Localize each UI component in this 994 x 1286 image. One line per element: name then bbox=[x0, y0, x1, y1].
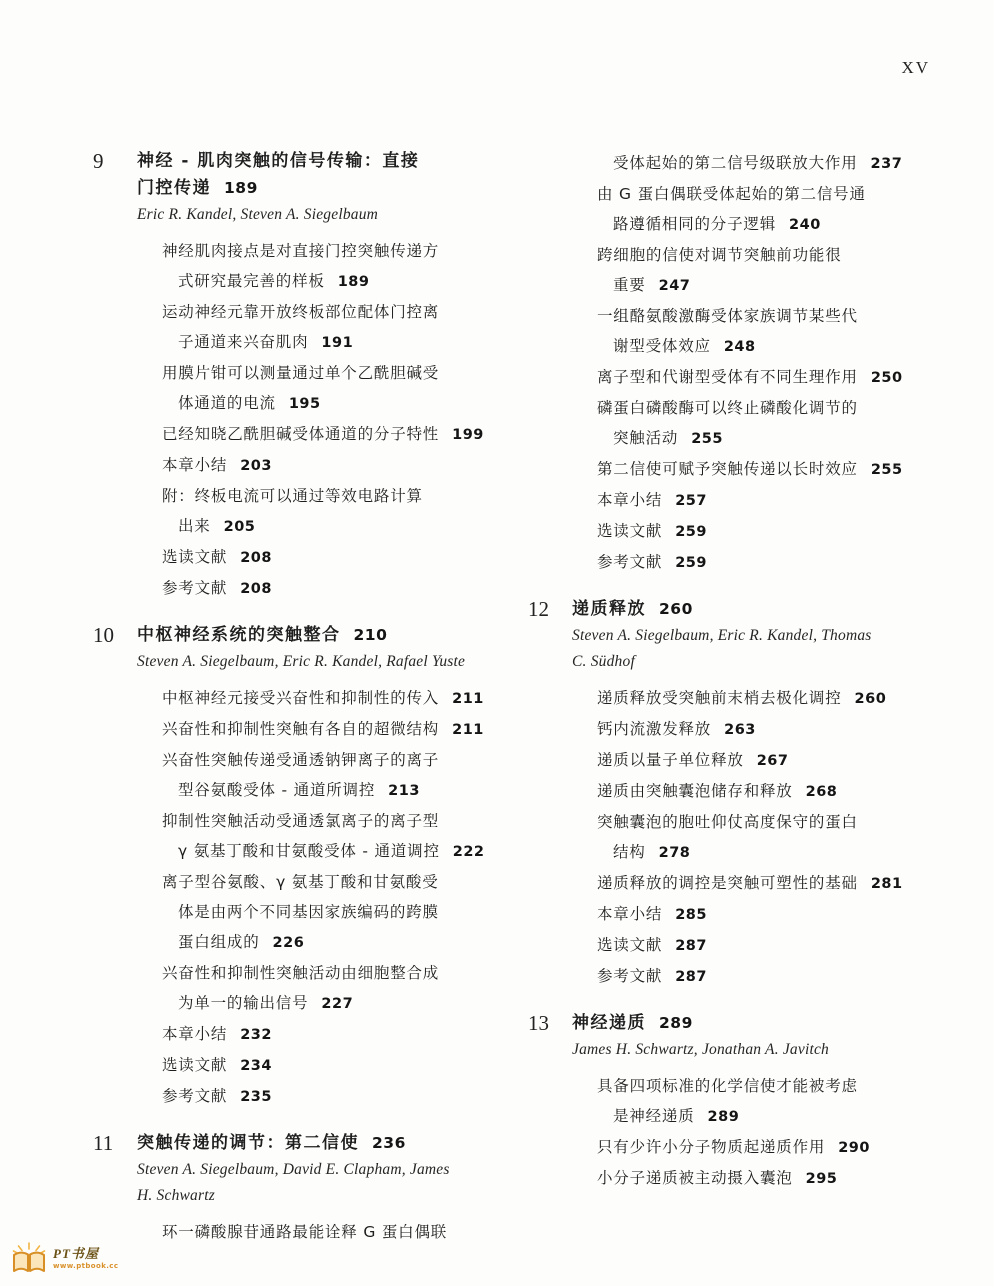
toc-entry-line bbox=[162, 358, 528, 388]
toc-entry-page: 211 bbox=[452, 722, 484, 738]
toc-entry bbox=[162, 1019, 528, 1050]
toc-entry-line bbox=[597, 485, 954, 516]
toc-entry-line bbox=[162, 1050, 528, 1081]
toc-entry-text: 型谷氨酸受体 - 通道所调控 bbox=[178, 781, 376, 799]
chapter-title-line bbox=[137, 622, 465, 649]
toc-entry-page: 227 bbox=[321, 996, 354, 1012]
toc-column-right bbox=[528, 148, 954, 1265]
toc-entry-line bbox=[162, 542, 528, 573]
toc-entry-page: 290 bbox=[838, 1140, 870, 1156]
chapter-page-number: 260 bbox=[659, 600, 693, 618]
toc-entry-text: 式研究最完善的样板 bbox=[178, 272, 325, 290]
chapter-page-number: 189 bbox=[224, 179, 258, 197]
toc-columns bbox=[93, 148, 954, 1265]
toc-entry bbox=[597, 683, 954, 714]
chapter-authors-line: Steven A. Siegelbaum, Eric R. Kandel, Thomas bbox=[572, 627, 872, 644]
chapter-number: 11 bbox=[93, 1131, 114, 1155]
toc-entry-line bbox=[597, 899, 954, 930]
toc-entry-text: 选读文献 bbox=[597, 936, 663, 954]
toc-entry bbox=[162, 450, 528, 481]
toc-entry bbox=[162, 1081, 528, 1112]
toc-entry-line bbox=[597, 683, 954, 714]
toc-entry-text: 选读文献 bbox=[162, 548, 228, 566]
chapter-title-block bbox=[572, 1010, 829, 1063]
chapter-10 bbox=[93, 622, 528, 1112]
toc-entry-line bbox=[162, 419, 528, 450]
toc-entry-line bbox=[162, 297, 528, 327]
toc-entry bbox=[162, 867, 528, 958]
toc-entry-line bbox=[597, 807, 954, 837]
toc-entry-line bbox=[597, 331, 954, 362]
chapter-title-line bbox=[572, 596, 872, 623]
toc-entry-page: 260 bbox=[854, 691, 887, 707]
chapter-page-number: 236 bbox=[372, 1134, 406, 1152]
toc-entry-line bbox=[162, 988, 528, 1019]
toc-entry-text: 路遵循相同的分子逻辑 bbox=[613, 215, 777, 233]
toc-entry-text: 递质由突触囊泡储存和释放 bbox=[597, 782, 793, 800]
toc-column-left bbox=[93, 148, 528, 1265]
chapter-title-block bbox=[137, 1130, 450, 1209]
toc-entry-line bbox=[162, 897, 528, 927]
toc-entry-page: 205 bbox=[223, 519, 256, 535]
toc-entry-text: 由 G 蛋白偶联受体起始的第二信号通 bbox=[597, 185, 866, 203]
toc-entry bbox=[597, 240, 954, 301]
toc-entry-text: 第二信使可赋予突触传递以长时效应 bbox=[597, 460, 858, 478]
toc-entry bbox=[597, 899, 954, 930]
toc-entry-page: 234 bbox=[240, 1058, 272, 1074]
toc-entry-line bbox=[597, 454, 954, 485]
toc-entry bbox=[597, 393, 954, 454]
toc-entry bbox=[597, 516, 954, 547]
toc-entry bbox=[597, 362, 954, 393]
toc-entry-text: 只有少许小分子物质起递质作用 bbox=[597, 1138, 826, 1156]
toc-entry-line bbox=[162, 745, 528, 775]
chapter-9 bbox=[93, 148, 528, 604]
toc-entry-text: 中枢神经元接受兴奋性和抑制性的传入 bbox=[162, 689, 440, 707]
chapter-title-line bbox=[572, 1010, 829, 1037]
chapter-header bbox=[93, 622, 528, 675]
toc-entry-page: 255 bbox=[691, 431, 723, 447]
chapter-title-text: 神经 - 肌肉突触的信号传输：直接 bbox=[137, 151, 420, 171]
toc-entry-page: 268 bbox=[805, 784, 838, 800]
toc-entry-page: 278 bbox=[658, 845, 691, 861]
chapter-header bbox=[528, 1010, 954, 1063]
chapter-header bbox=[93, 148, 528, 228]
chapter-title-line bbox=[137, 175, 419, 202]
toc-entry-page: 248 bbox=[723, 339, 756, 355]
watermark-url: www.ptbook.cc bbox=[53, 1262, 119, 1270]
toc-entry-text: 用膜片钳可以测量通过单个乙酰胆碱受 bbox=[162, 364, 440, 382]
chapter-authors-line: C. Südhof bbox=[572, 653, 635, 670]
toc-entry-page: 287 bbox=[675, 938, 707, 954]
toc-entry-page: 250 bbox=[870, 370, 903, 386]
toc-entry-line bbox=[597, 270, 954, 301]
toc-entry-line bbox=[597, 776, 954, 807]
toc-entry-line bbox=[597, 393, 954, 423]
toc-entry-page: 287 bbox=[675, 969, 707, 985]
toc-entry-text: 本章小结 bbox=[162, 456, 228, 474]
chapter-title-text: 门控传递 bbox=[137, 178, 211, 198]
toc-entry-text: 离子型和代谢型受体有不同生理作用 bbox=[597, 368, 858, 386]
toc-entry bbox=[597, 485, 954, 516]
toc-entry-text: 递质释放受突触前末梢去极化调控 bbox=[597, 689, 842, 707]
chapter-authors-line: James H. Schwartz, Jonathan A. Javitch bbox=[572, 1041, 829, 1058]
toc-entry bbox=[162, 714, 528, 745]
toc-entry bbox=[162, 683, 528, 714]
toc-entry-text: 兴奋性和抑制性突触活动由细胞整合成 bbox=[162, 964, 440, 982]
toc-entry-page: 267 bbox=[756, 753, 789, 769]
toc-entry bbox=[597, 301, 954, 362]
toc-entry-line bbox=[597, 837, 954, 868]
toc-entry bbox=[597, 930, 954, 961]
toc-entry-page: 263 bbox=[724, 722, 756, 738]
chapter-title-text: 中枢神经系统的突触整合 bbox=[137, 625, 341, 645]
chapter-authors-line: H. Schwartz bbox=[137, 1187, 215, 1204]
toc-entry-line bbox=[162, 511, 528, 542]
toc-entry bbox=[162, 419, 528, 450]
toc-entry-line bbox=[597, 209, 954, 240]
chapter-number: 10 bbox=[93, 623, 114, 647]
toc-entry-page: 213 bbox=[388, 783, 420, 799]
chapter-entries bbox=[597, 683, 954, 992]
toc-entry-line bbox=[162, 958, 528, 988]
toc-entry-text: 神经肌肉接点是对直接门控突触传递方 bbox=[162, 242, 440, 260]
toc-entry-line bbox=[162, 266, 528, 297]
chapter-title-text: 递质释放 bbox=[572, 599, 646, 619]
toc-entry bbox=[162, 481, 528, 542]
toc-entry-line bbox=[162, 481, 528, 511]
chapter-title-block bbox=[137, 622, 465, 675]
toc-entry bbox=[597, 1071, 954, 1132]
toc-entry bbox=[597, 454, 954, 485]
toc-entry bbox=[162, 297, 528, 358]
toc-entry-page: 195 bbox=[288, 396, 321, 412]
toc-entry-line bbox=[162, 388, 528, 419]
toc-entry bbox=[162, 745, 528, 806]
toc-entry-line bbox=[597, 714, 954, 745]
chapter-header bbox=[93, 1130, 528, 1209]
toc-entry bbox=[162, 958, 528, 1019]
toc-entry-line bbox=[162, 836, 528, 867]
toc-entry bbox=[597, 547, 954, 578]
chapter-authors-line: Steven A. Siegelbaum, David E. Clapham, James bbox=[137, 1161, 450, 1178]
toc-entry-text: 一组酪氨酸激酶受体家族调节某些代 bbox=[597, 307, 858, 325]
toc-entry-page: 208 bbox=[240, 550, 272, 566]
toc-entry-line bbox=[597, 1071, 954, 1101]
chapter-title-line bbox=[137, 148, 419, 175]
toc-entry bbox=[162, 1050, 528, 1081]
toc-entry-page: 191 bbox=[321, 335, 354, 351]
toc-entry bbox=[597, 868, 954, 899]
chapter-entries bbox=[597, 1071, 954, 1194]
page-number: XV bbox=[901, 58, 930, 77]
chapter-entries bbox=[162, 683, 528, 1112]
toc-entry-page: 235 bbox=[240, 1089, 272, 1105]
toc-entry-line bbox=[597, 1163, 954, 1194]
toc-entry-text: 兴奋性和抑制性突触有各自的超微结构 bbox=[162, 720, 440, 738]
chapter-title-block bbox=[572, 596, 872, 675]
toc-entry-line bbox=[162, 236, 528, 266]
toc-entry-text: 参考文献 bbox=[162, 1087, 228, 1105]
toc-entry-line bbox=[597, 362, 954, 393]
toc-entry-line bbox=[597, 1101, 954, 1132]
toc-entry-line bbox=[162, 927, 528, 958]
toc-entry-page: 199 bbox=[452, 427, 484, 443]
toc-entry-line bbox=[597, 930, 954, 961]
toc-entry-text: 本章小结 bbox=[162, 1025, 228, 1043]
toc-entry-text: 参考文献 bbox=[597, 967, 663, 985]
toc-entry-text: 参考文献 bbox=[162, 579, 228, 597]
toc-entry bbox=[162, 358, 528, 419]
toc-entry-line bbox=[597, 745, 954, 776]
toc-entry bbox=[597, 1132, 954, 1163]
toc-entry-line bbox=[162, 867, 528, 897]
chapter-page-number: 210 bbox=[353, 626, 388, 644]
toc-entry-text: 谢型受体效应 bbox=[613, 337, 711, 355]
toc-entry-line bbox=[597, 1132, 954, 1163]
chapter-13 bbox=[528, 1010, 954, 1194]
toc-entry bbox=[597, 745, 954, 776]
toc-entry-line bbox=[162, 1081, 528, 1112]
toc-entry-text: 重要 bbox=[613, 276, 646, 294]
toc-entry-text: 具备四项标准的化学信使才能被考虑 bbox=[597, 1077, 858, 1095]
toc-entry-text: 突触囊泡的胞吐仰仗高度保守的蛋白 bbox=[597, 813, 858, 831]
chapter-title-text: 神经递质 bbox=[572, 1013, 646, 1033]
toc-entry bbox=[597, 961, 954, 992]
toc-entry-text: 选读文献 bbox=[597, 522, 663, 540]
chapter-authors-line: Eric R. Kandel, Steven A. Siegelbaum bbox=[137, 206, 379, 223]
toc-entry-text: 本章小结 bbox=[597, 905, 663, 923]
chapter-entries bbox=[162, 1217, 528, 1247]
toc-entry-line bbox=[597, 301, 954, 331]
toc-entry bbox=[162, 1217, 528, 1247]
toc-entry-page: 257 bbox=[675, 493, 707, 509]
chapter-title-block bbox=[137, 148, 419, 228]
toc-entry-text: 本章小结 bbox=[597, 491, 663, 509]
toc-entry-text: 离子型谷氨酸、γ 氨基丁酸和甘氨酸受 bbox=[162, 873, 439, 891]
toc-entry-text: γ 氨基丁酸和甘氨酸受体 - 通道调控 bbox=[178, 842, 440, 860]
toc-entry-page: 208 bbox=[240, 581, 272, 597]
toc-entry-page: 232 bbox=[240, 1027, 272, 1043]
toc-entry-page: 295 bbox=[805, 1171, 838, 1187]
chapter-11 bbox=[93, 1130, 528, 1247]
toc-entry-text: 抑制性突触活动受通透氯离子的离子型 bbox=[162, 812, 440, 830]
toc-entry bbox=[162, 542, 528, 573]
toc-entry-line bbox=[597, 240, 954, 270]
chapter-number: 9 bbox=[93, 149, 104, 173]
toc-entry bbox=[597, 179, 954, 240]
toc-entry-text: 跨细胞的信使对调节突触前功能很 bbox=[597, 246, 842, 264]
watermark-title: PT书屋 bbox=[53, 1246, 99, 1261]
toc-entry-page: 281 bbox=[870, 876, 903, 892]
toc-entry-line bbox=[597, 868, 954, 899]
toc-entry-line bbox=[162, 683, 528, 714]
toc-entry-line bbox=[162, 806, 528, 836]
toc-entry-text: 选读文献 bbox=[162, 1056, 228, 1074]
chapter-entries bbox=[597, 148, 954, 578]
toc-entry-page: 203 bbox=[240, 458, 272, 474]
chapter-page-number: 289 bbox=[659, 1014, 693, 1032]
toc-entry-line bbox=[162, 1217, 528, 1247]
toc-entry-line bbox=[162, 1019, 528, 1050]
toc-entry-text: 小分子递质被主动摄入囊泡 bbox=[597, 1169, 793, 1187]
toc-entry-text: 磷蛋白磷酸酶可以终止磷酸化调节的 bbox=[597, 399, 858, 417]
toc-entry-text: 兴奋性突触传递受通透钠钾离子的离子 bbox=[162, 751, 440, 769]
toc-entry-line bbox=[162, 450, 528, 481]
toc-entry-line bbox=[597, 961, 954, 992]
chapter-continued bbox=[528, 148, 954, 578]
toc-entry-line bbox=[162, 775, 528, 806]
toc-entry-page: 289 bbox=[707, 1109, 740, 1125]
toc-entry-text: 是神经递质 bbox=[613, 1107, 695, 1125]
chapter-12 bbox=[528, 596, 954, 992]
toc-entry-page: 255 bbox=[870, 462, 903, 478]
toc-entry bbox=[597, 714, 954, 745]
toc-entry-page: 237 bbox=[870, 156, 903, 172]
chapter-authors-line: Steven A. Siegelbaum, Eric R. Kandel, Rafael Yuste bbox=[137, 653, 466, 670]
toc-entry bbox=[162, 236, 528, 297]
toc-entry-text: 结构 bbox=[613, 843, 646, 861]
toc-entry-text: 运动神经元靠开放终板部位配体门控离 bbox=[162, 303, 440, 321]
toc-entry-text: 钙内流激发释放 bbox=[597, 720, 712, 738]
chapter-title-text: 突触传递的调节：第二信使 bbox=[137, 1133, 359, 1153]
toc-entry-text: 体是由两个不同基因家族编码的跨膜 bbox=[178, 903, 439, 921]
chapter-number: 12 bbox=[528, 597, 549, 621]
toc-entry-line bbox=[597, 516, 954, 547]
toc-entry-text: 受体起始的第二信号级联放大作用 bbox=[613, 154, 858, 172]
watermark-text bbox=[53, 1241, 118, 1270]
toc-entry-line bbox=[597, 179, 954, 209]
toc-entry bbox=[597, 807, 954, 868]
toc-entry-line bbox=[597, 148, 954, 179]
toc-entry-text: 已经知晓乙酰胆碱受体通道的分子特性 bbox=[162, 425, 440, 443]
toc-entry bbox=[162, 806, 528, 867]
toc-entry-text: 蛋白组成的 bbox=[178, 933, 260, 951]
toc-entry-line bbox=[597, 423, 954, 454]
toc-entry-line bbox=[162, 573, 528, 604]
toc-entry-text: 体通道的电流 bbox=[178, 394, 276, 412]
toc-entry bbox=[597, 776, 954, 807]
toc-entry-page: 211 bbox=[452, 691, 484, 707]
toc-entry-page: 247 bbox=[658, 278, 691, 294]
toc-entry-page: 226 bbox=[272, 935, 305, 951]
toc-entry-page: 259 bbox=[675, 555, 707, 571]
toc-entry-text: 子通道来兴奋肌肉 bbox=[178, 333, 309, 351]
toc-entry-text: 环一磷酸腺苷通路最能诠释 G 蛋白偶联 bbox=[162, 1223, 448, 1241]
chapter-header bbox=[528, 596, 954, 675]
toc-entry bbox=[597, 148, 954, 179]
chapter-number: 13 bbox=[528, 1011, 549, 1035]
toc-entry-page: 259 bbox=[675, 524, 707, 540]
toc-entry-text: 附：终板电流可以通过等效电路计算 bbox=[162, 487, 423, 505]
toc-entry-text: 递质以量子单位释放 bbox=[597, 751, 744, 769]
toc-entry-line bbox=[162, 327, 528, 358]
toc-entry-text: 参考文献 bbox=[597, 553, 663, 571]
toc-entry-page: 285 bbox=[675, 907, 707, 923]
open-book-logo-icon bbox=[10, 1241, 48, 1279]
toc-entry-line bbox=[162, 714, 528, 745]
toc-entry-page: 240 bbox=[789, 217, 821, 233]
site-watermark bbox=[10, 1241, 118, 1279]
toc-entry-text: 出来 bbox=[178, 517, 211, 535]
toc-entry-text: 递质释放的调控是突触可塑性的基础 bbox=[597, 874, 858, 892]
toc-entry-page: 222 bbox=[452, 844, 485, 860]
chapter-title-line bbox=[137, 1130, 450, 1157]
toc-entry-text: 为单一的输出信号 bbox=[178, 994, 309, 1012]
toc-entry bbox=[162, 573, 528, 604]
toc-entry-page: 189 bbox=[337, 274, 370, 290]
toc-entry bbox=[597, 1163, 954, 1194]
toc-entry-text: 突触活动 bbox=[613, 429, 679, 447]
toc-entry-line bbox=[597, 547, 954, 578]
chapter-entries bbox=[162, 236, 528, 604]
